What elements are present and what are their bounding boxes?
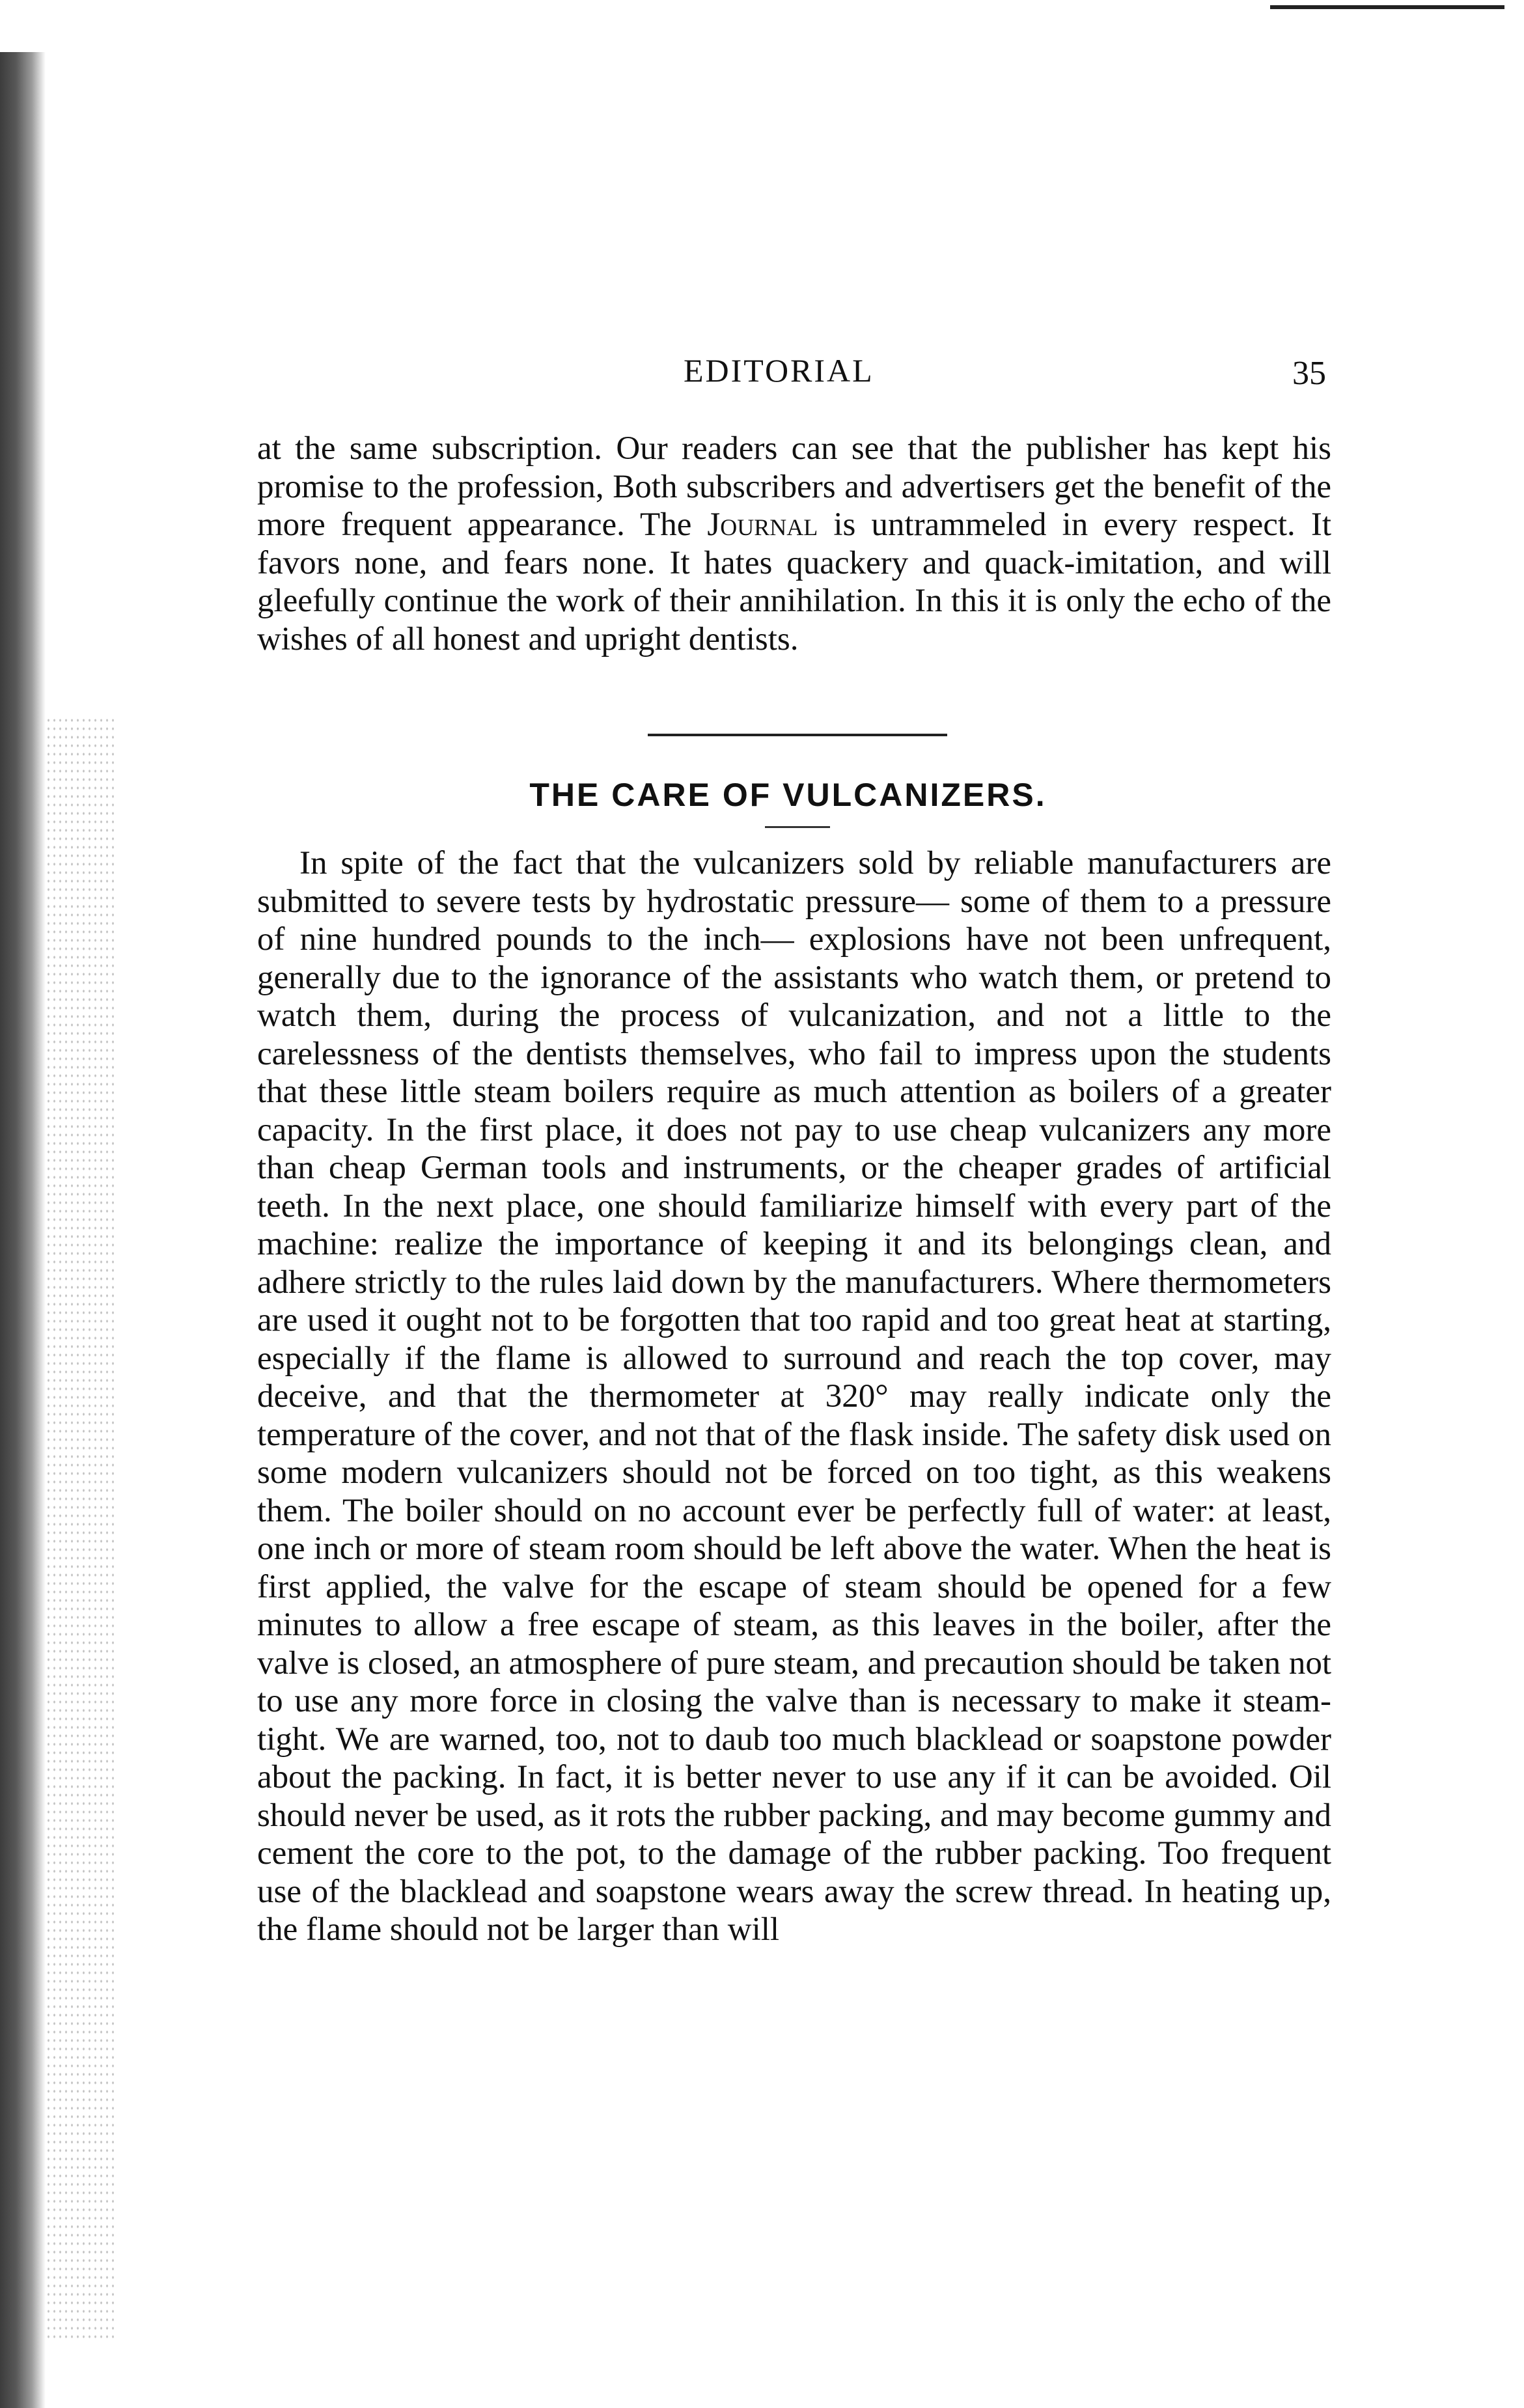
header-title: EDITORIAL xyxy=(684,352,874,389)
scan-speckle xyxy=(46,716,117,2344)
article-title: THE CARE OF VULCANIZERS. xyxy=(529,777,1047,813)
intro-text-part-2: is untrammeled in every respect. It favors none, and fears none. It hates quackery and quack-imitation, and will gleefully continue the work of their annihilation. In this it is only the echo of the wishes of all honest and upright dentists. xyxy=(257,506,1331,657)
book-gutter-shadow xyxy=(0,52,46,2408)
journal-word: Journal xyxy=(707,506,818,543)
section-divider xyxy=(648,734,947,736)
article-body xyxy=(257,844,1331,1949)
running-header xyxy=(0,352,1524,397)
intro-paragraph xyxy=(257,430,1331,658)
intro-text-part-1: at the same subscription. Our readers can see that the publisher has kept his promise to the profession, Both subscribers and advertisers get the benefit of the more frequent appearance. The xyxy=(257,430,1331,543)
article-paragraph: In spite of the fact that the vulcanizers sold by reliable manufacturers are submitted to severe tests by hydrostatic pressure— some of them to a pressure of nine hundred pounds to the inch— explosions have not been unfrequent, generally due to the ignorance of the assistants who watch them, or pretend to watch them, during the process of vulcanization, and not a little to the carelessness of the dentists themselves, who fail to impress upon the students that these little steam boilers require as much attention as boilers of a greater capacity. In the first place, it does not pay to use cheap vulcanizers any more than cheap German tools and instruments, or the cheaper grades of artificial teeth. In the next place, one should familiarize himself with every part of the machine: realize the importance of keeping it and its belongings clean, and adhere strictly to the rules laid down by the manufacturers. Where thermometers are used it ought not to be forgotten that too rapid and too great heat at starting, especially if the flame is allowed to surround and reach the top cover, may deceive, and that the thermometer at 320° may really indicate only the temperature of the cover, and not that of the flask inside. The safety disk used on some modern vulcanizers should not be forced on too tight, as this weakens them. The boiler should on no account ever be perfectly full of water: at least, one inch or more of steam room should be left above the water. When the heat is first applied, the valve for the escape of steam should be opened for a few minutes to allow a free escape of steam, as this leaves in the boiler, after the valve is closed, an atmosphere of pure steam, and precaution should be taken not to use any more force in closing the valve than is necessary to make it steam-tight. We are warned, too, not to daub too much blacklead or soapstone powder about the packing. In fact, it is better never to use any if it can be avoided. Oil should never be used, as it rots the rubber packing, and may become gummy and cement the core to the pot, to the damage of the rubber packing. Too frequent use of the blacklead and soapstone wears away the screw thread. In heating up, the flame should not be larger than will xyxy=(257,845,1331,1948)
intro-text xyxy=(257,430,1331,658)
top-edge-rule xyxy=(1270,5,1504,9)
title-underline xyxy=(765,826,830,828)
page-number: 35 xyxy=(1292,355,1326,392)
